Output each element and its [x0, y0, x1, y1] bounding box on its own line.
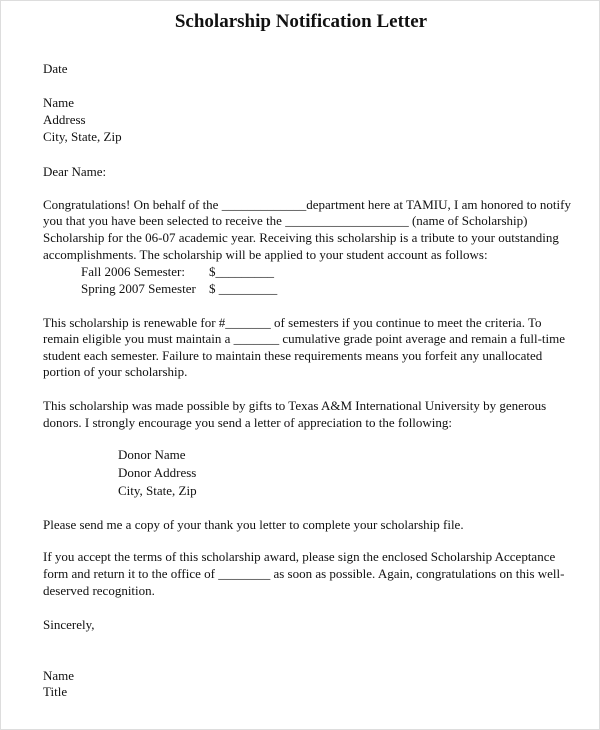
- paragraph2-line: remain eligible you must maintain a _______ cumulative grade point average and remain a full-time: [43, 331, 565, 346]
- salutation: Dear Name:: [43, 164, 107, 179]
- semester-label-fall: Fall 2006 Semester:: [81, 264, 185, 279]
- paragraph3-line: This scholarship was made possible by gifts to Texas A&M International University by generous: [43, 398, 547, 413]
- signature-name: Name: [43, 668, 75, 683]
- paragraph4-line: Please send me a copy of your thank you letter to complete your scholarship file.: [43, 517, 464, 532]
- paragraph2-line: student each semester. Failure to maintain these requirements means you forfeit any unallocated: [43, 348, 543, 363]
- semester-amount-spring: $ _________: [209, 281, 278, 296]
- paragraph2-line: This scholarship is renewable for #_______ of semesters if you continue to meet the criteria. To: [43, 315, 542, 330]
- donor-name: Donor Name: [118, 447, 186, 462]
- paragraph1-line: accomplishments. The scholarship will be applied to your student account as follows:: [43, 247, 488, 262]
- letter-title: Scholarship Notification Letter: [174, 11, 428, 32]
- paragraph1-line: Scholarship for the 06-07 academic year. Receiving this scholarship is a tribute to your outstanding: [43, 230, 559, 245]
- recipient-name: Name: [43, 95, 75, 110]
- paragraph5-line: If you accept the terms of this scholarship award, please sign the enclosed Scholarship Acceptance: [43, 549, 556, 564]
- signature-title: Title: [43, 684, 68, 699]
- paragraph1-line: Congratulations! On behalf of the _____________department here at TAMIU, I am honored to notify: [43, 197, 571, 212]
- semester-amount-fall: $_________: [209, 264, 274, 279]
- paragraph5-line: form and return it to the office of ________ as soon as possible. Again, congratulations on this well-: [43, 566, 565, 581]
- paragraph1-line: you that you have been selected to receive the ___________________ (name of Scholarship): [43, 213, 528, 228]
- date-line: Date: [43, 61, 68, 76]
- recipient-address: Address: [43, 112, 86, 127]
- closing: Sincerely,: [43, 617, 95, 632]
- donor-city-state-zip: City, State, Zip: [118, 483, 197, 498]
- paragraph2-line: portion of your scholarship.: [43, 364, 188, 379]
- donor-address: Donor Address: [118, 465, 197, 480]
- paragraph5-line: deserved recognition.: [43, 583, 155, 598]
- recipient-city-state-zip: City, State, Zip: [43, 129, 122, 144]
- semester-label-spring: Spring 2007 Semester: [81, 281, 196, 296]
- paragraph3-line: donors. I strongly encourage you send a letter of appreciation to the following:: [43, 415, 453, 430]
